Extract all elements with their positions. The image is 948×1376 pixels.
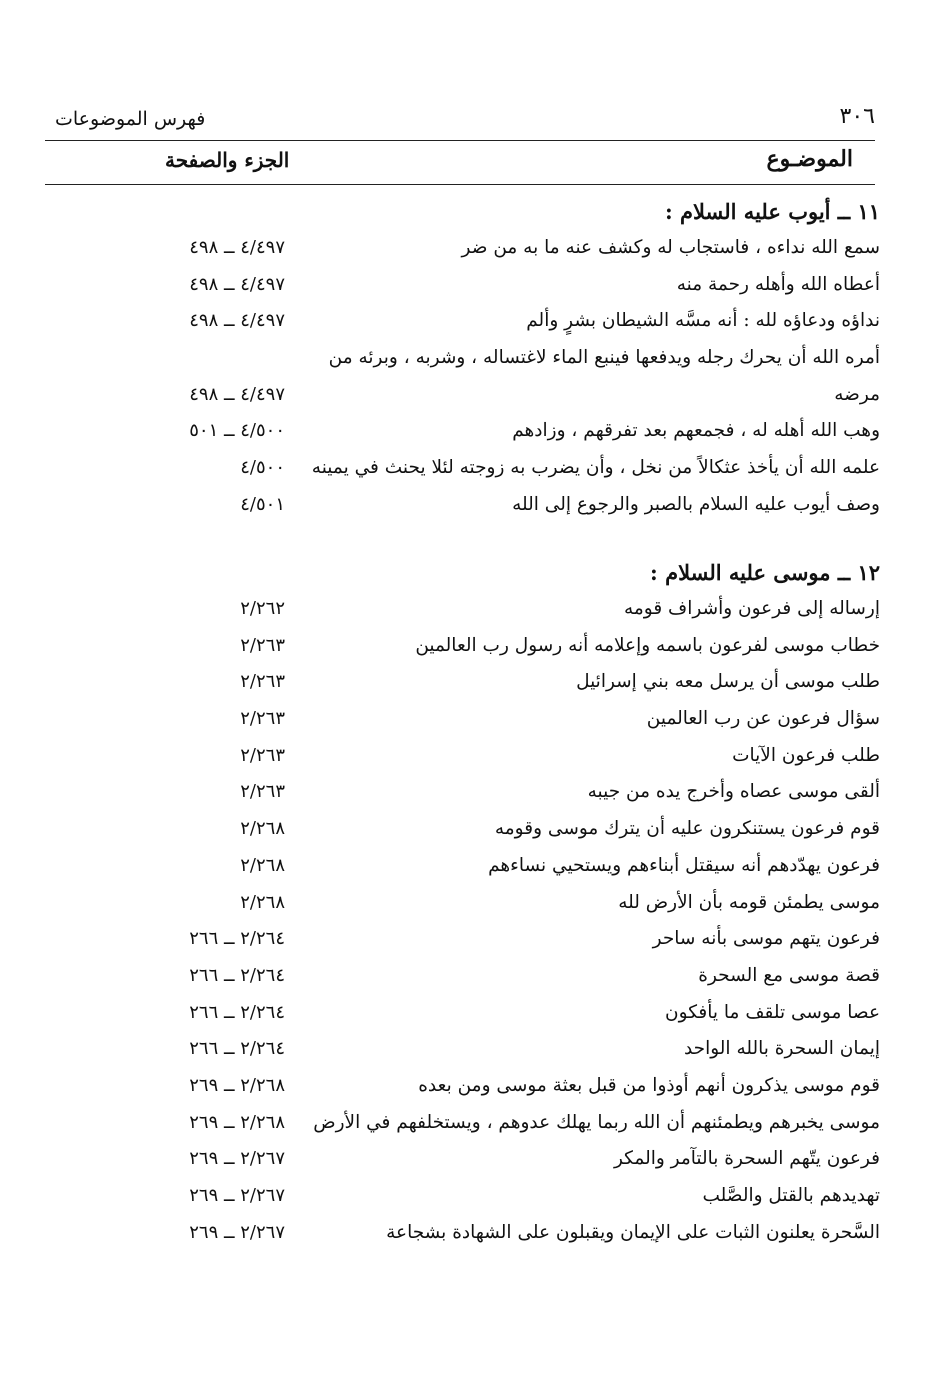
entry-topic: إيمان السحرة بالله الواحد [683, 1038, 880, 1060]
entry-page-reference: ٢/٢٦٢ [240, 598, 285, 619]
index-entry [45, 701, 880, 738]
index-entry [45, 811, 880, 848]
entry-topic: ألقى موسى عصاه وأخرج يده من جيبه [587, 781, 880, 803]
entry-page-reference: ٢/٢٦٣ [240, 634, 285, 656]
entry-topic: خطاب موسى لفرعون باسمه وإعلامه أنه رسول رب العالمين [415, 634, 880, 656]
index-entry [45, 738, 880, 775]
index-entry [45, 413, 880, 450]
entry-page-reference: ٤/٤٩٧ ــ ٤٩٨ [189, 383, 285, 405]
entry-topic: موسى يطمئن قومه بأن الأرض لله [618, 891, 880, 913]
index-entry [45, 230, 880, 267]
entry-list [45, 591, 880, 1251]
entry-topic: علمه الله أن يأخذ عثكالاً من نخل ، وأن يضرب به زوجته لئلا يحنث في يمينه [311, 457, 880, 479]
entry-page-reference: ٤/٤٩٧ ــ ٤٩٨ [189, 237, 285, 258]
index-entry [45, 340, 880, 377]
entry-topic: أعطاه الله وأهله رحمة منه [676, 273, 880, 295]
entry-page-reference: ٢/٢٦٤ ــ ٢٦٦ [189, 1001, 285, 1023]
entry-topic: تهديدهم بالقتل والصَّلب [702, 1185, 880, 1206]
entry-topic: نداؤه ودعاؤه لله : أنه مسَّه الشيطان بشرٍ وألم [526, 310, 880, 332]
entry-list [45, 230, 880, 524]
index-entry [45, 664, 880, 701]
entry-page-reference: ٢/٢٦٧ ــ ٢٦٩ [189, 1185, 285, 1206]
page-number: ٣٠٦ [839, 104, 875, 129]
entry-topic: فرعون يتهم موسى بأنه ساحر [652, 928, 880, 950]
column-headings [45, 146, 875, 185]
entry-page-reference: ٢/٢٦٨ [240, 818, 285, 840]
entry-page-reference: ٤/٤٩٧ ــ ٤٩٨ [189, 310, 285, 332]
topic-column-heading: الموضـوع [766, 146, 853, 172]
reference-column-heading: الجزء والصفحة [165, 148, 290, 172]
entry-topic: سؤال فرعون عن رب العالمين [646, 708, 880, 730]
index-entry [45, 1178, 880, 1215]
index-entry [45, 1105, 880, 1142]
entry-page-reference: ٢/٢٦٣ [240, 671, 285, 693]
index-entry [45, 303, 880, 340]
index-entry [45, 1215, 880, 1252]
index-entry [45, 848, 880, 885]
entry-topic: قوم موسى يذكرون أنهم أوذوا من قبل بعثة موسى ومن بعده [418, 1074, 880, 1096]
section-title: ١٢ ــ موسى عليه السلام : [650, 560, 880, 585]
entry-topic: قصة موسى مع السحرة [698, 964, 880, 986]
entry-topic: وصف أيوب عليه السلام بالصبر والرجوع إلى الله [512, 493, 880, 515]
entry-topic: فرعون يهدّدهم أنه سيقتل أبناءهم ويستحيي نساءهم [488, 854, 880, 876]
entry-page-reference: ٢/٢٦٨ [240, 891, 285, 913]
entry-topic: السَّحرة يعلنون الثبات على الإيمان ويقبلون على الشهادة بشجاعة [386, 1221, 880, 1243]
index-entry [45, 377, 880, 414]
entry-page-reference: ٢/٢٦٨ [240, 854, 285, 876]
running-header [45, 104, 875, 141]
entry-page-reference: ٢/٢٦٣ [240, 708, 285, 730]
index-entry [45, 267, 880, 304]
entry-page-reference: ٢/٢٦٨ ــ ٢٦٩ [189, 1074, 285, 1096]
entry-page-reference [140, 340, 285, 377]
running-title: فهرس الموضوعات [55, 108, 206, 130]
entry-page-reference: ٤/٥٠١ [240, 493, 285, 515]
entry-topic: أمره الله أن يحرك رجله ويدفعها فينبع الماء لاغتساله ، وشربه ، وبرئه من [328, 347, 880, 369]
index-entry [45, 995, 880, 1032]
index-entry [45, 1068, 880, 1105]
entry-page-reference: ٢/٢٦٣ [240, 781, 285, 803]
section-musa [45, 555, 880, 1251]
entry-page-reference: ٤/٥٠٠ ــ ٥٠١ [189, 420, 285, 442]
index-entry [45, 487, 880, 524]
entry-page-reference: ٢/٢٦٤ ــ ٢٦٦ [189, 928, 285, 950]
index-entry [45, 958, 880, 995]
entry-topic: فرعون يتّهم السحرة بالتآمر والمكر [613, 1148, 880, 1170]
index-entry [45, 921, 880, 958]
entry-topic: موسى يخبرهم ويطمئنهم أن الله ربما يهلك عدوهم ، ويستخلفهم في الأرض [313, 1111, 880, 1133]
entry-page-reference: ٢/٢٦٧ ــ ٢٦٩ [189, 1148, 285, 1170]
entry-page-reference: ٢/٢٦٨ ــ ٢٦٩ [189, 1111, 285, 1133]
entry-topic: مرضه [834, 383, 880, 405]
index-entry [45, 774, 880, 811]
index-entry [45, 628, 880, 665]
entry-topic: قوم فرعون يستنكرون عليه أن يترك موسى وقومه [494, 818, 880, 840]
entry-topic: إرساله إلى فرعون وأشراف قومه [623, 598, 880, 619]
entry-topic: وهب الله أهله له ، فجمعهم بعد تفرقهم ، وزادهم [512, 420, 880, 442]
entry-topic: سمع الله نداءه ، فاستجاب له وكشف عنه ما به من ضر [461, 237, 880, 258]
entry-page-reference: ٤/٥٠٠ [240, 457, 285, 479]
entry-page-reference: ٢/٢٦٤ ــ ٢٦٦ [189, 1038, 285, 1060]
section-ayyub [45, 194, 880, 524]
entry-topic: عصا موسى تلقف ما يأفكون [665, 1001, 880, 1023]
entry-page-reference: ٢/٢٦٧ ــ ٢٦٩ [189, 1221, 285, 1243]
index-entry [45, 885, 880, 922]
index-entry [45, 1031, 880, 1068]
index-entry [45, 1141, 880, 1178]
entry-topic: طلب فرعون الآيات [732, 744, 880, 766]
entry-page-reference: ٢/٢٦٣ [240, 744, 285, 766]
entry-topic: طلب موسى أن يرسل معه بني إسرائيل [576, 671, 880, 693]
section-title: ١١ ــ أيوب عليه السلام : [664, 199, 880, 224]
index-entry [45, 591, 880, 628]
index-entry [45, 450, 880, 487]
entry-page-reference: ٢/٢٦٤ ــ ٢٦٦ [189, 964, 285, 986]
entry-page-reference: ٤/٤٩٧ ــ ٤٩٨ [189, 273, 285, 295]
